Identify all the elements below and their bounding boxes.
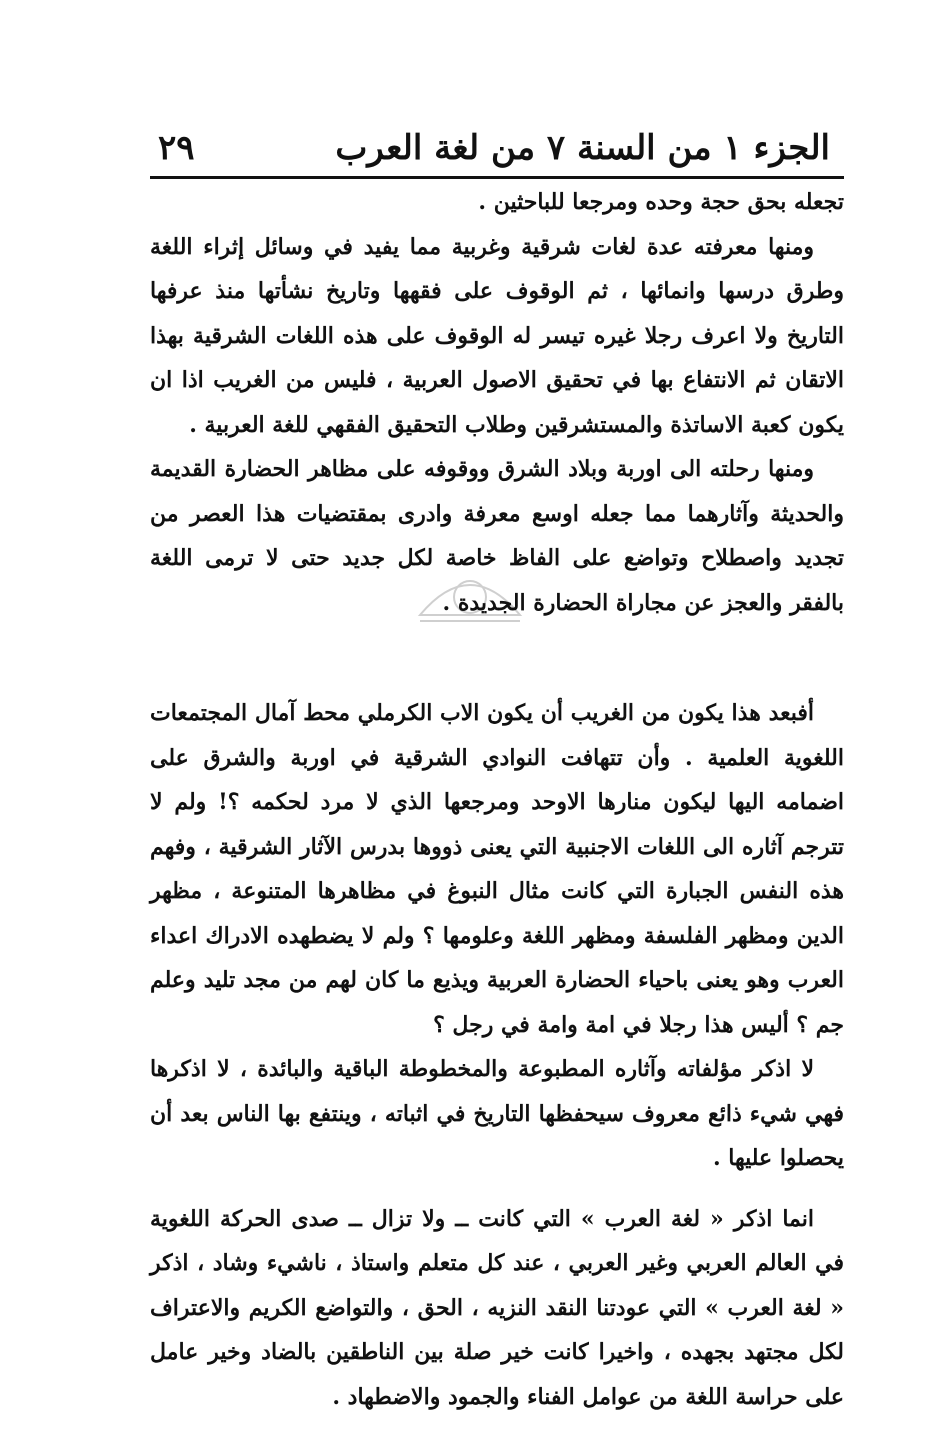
page-header (150, 108, 840, 168)
paragraph: تجعله بحق حجة وحده ومرجعا للباحثين . (478, 189, 844, 215)
paragraph: لا اذكر مؤلفاته وآثاره المطبوعة والمخطوطة الباقية والبائدة ، لا اذكرها فهي شيء ذائع معروف سيحفظها التاريخ في اثباته ، وينتفع بها الناس بعد أن يحصلوا عليها . (150, 1056, 844, 1171)
body-text (150, 180, 844, 1419)
page-number: ٢٩ (158, 128, 195, 168)
paragraph: ومنها رحلته الى اوربة وبلاد الشرق ووقوفه على مظاهر الحضارة القديمة والحديثة وآثارهما مما جعله اوسع معرفة وادرى بمقتضيات هذا العصر من تجديد واصطلاح وتواضع على الفاظ خاصة لكل جديد حتى لا ترمى اللغة بالفقر والعجز عن مجاراة الحضارة الجديدة . (150, 456, 844, 616)
paragraph: ومنها معرفته عدة لغات شرقية وغربية مما يفيد في وسائل إثراء اللغة وطرق درسها وانمائها ، ثم الوقوف على فقهها وتاريخ نشأتها منذ عرفها التاريخ ولا اعرف رجلا غيره تيسر له الوقوف على هذه اللغات الشرقية بهذا الاتقان ثم الانتفاع بها في تحقيق الاصول العربية ، فليس من الغريب اذا ان يكون كعبة الاساتذة والمستشرقين وطلاب التحقيق الفقهي للغة العربية . (150, 233, 844, 438)
paragraph: انما اذكر « لغة العرب » التي كانت ــ ولا تزال ــ صدى الحركة اللغوية في العالم العربي وغير العربي ، عند كل متعلم واستاذ ، ناشيء وشاد ، اذكر « لغة العرب » التي عودتنا النقد النزيه ، الحق ، والتواضع الكريم والاعتراف لكل مجتهد بجهده ، واخيرا كانت خير صلة بين الناطقين بالضاد وخير عامل على حراسة اللغة من عوامل الفناء والجمود والاضطهاد . (150, 1205, 844, 1410)
header-rule (150, 176, 844, 179)
running-title: الجزء ١ من السنة ٧ من لغة العرب (335, 128, 830, 168)
paragraph: أفبعد هذا يكون من الغريب أن يكون الاب الكرملي محط آمال المجتمعات اللغوية العلمية . وأن تتهافت النوادي الشرقية في اوربة والشرق على اضمامه اليها ليكون منارها الاوحد ومرجعها الذي لا مرد لحكمه ؟! ولم لا تترجم آثاره الى اللغات الاجنبية التي يعنى ذووها بدرس الآثار الشرقية ، وفهم هذه النفس الجبارة التي كانت مثال النبوغ في مظاهرها المتنوعة ، مظهر الدين ومظهر الفلسفة ومظهر اللغة وعلومها ؟ ولم لا يضطهده الادراك اعداء العرب وهو يعنى باحياء الحضارة العربية ويذيع ما كان لهم من مجد تليد وعلم جم ؟ أليس هذا رجلا في امة وامة في رجل ؟ (150, 700, 844, 1038)
